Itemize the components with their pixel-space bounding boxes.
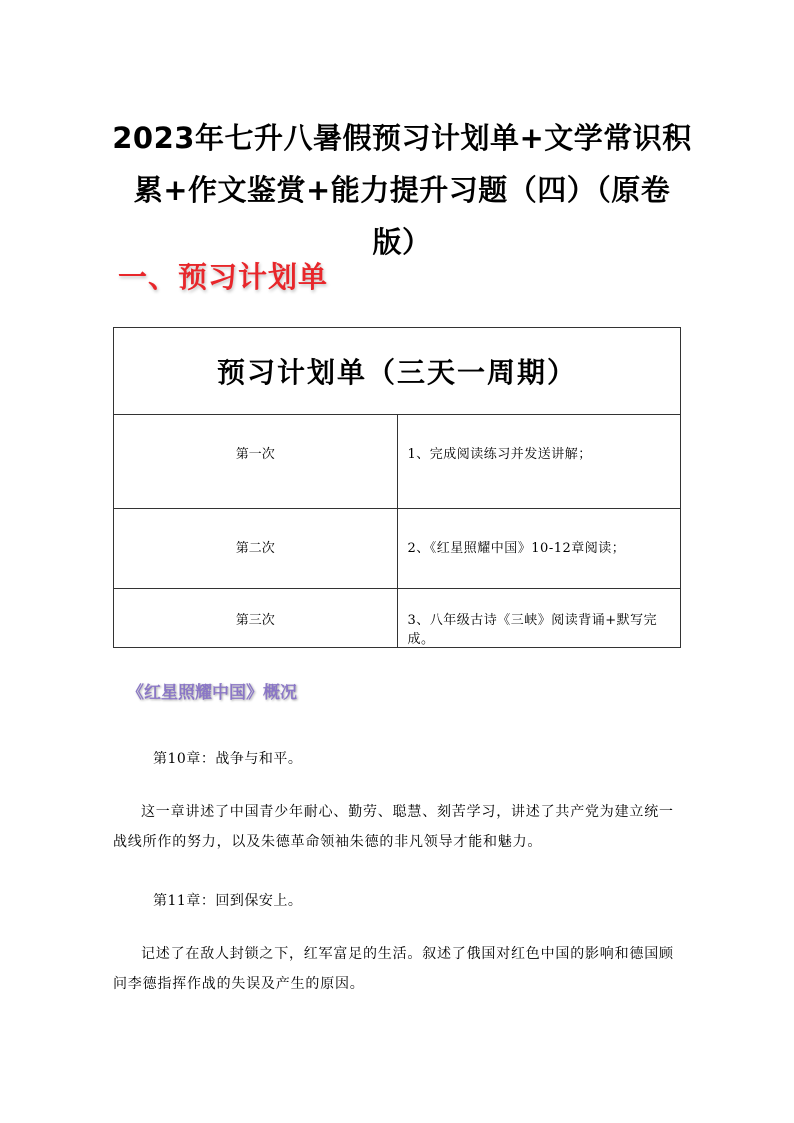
task-cell: 2、《红星照耀中国》10-12章阅读；: [397, 509, 681, 589]
table-row: [114, 509, 681, 589]
section-heading: 一、预习计划单: [118, 260, 329, 294]
day-cell: 第二次: [114, 509, 398, 589]
document-title: 2023年七升八暑假预习计划单+文学常识积累+作文鉴赏+能力提升习题（四）（原卷版）: [112, 121, 692, 259]
task-cell: 1、完成阅读练习并发送讲解；: [397, 415, 681, 509]
chapter-title: 第11章：回到保安上。: [153, 893, 303, 909]
table-row: [114, 415, 681, 509]
table-row: [114, 589, 681, 648]
chapter-summary: 记述了在敌人封锁之下，红军富足的生活。叙述了俄国对红色中国的影响和德国顾问李德指挥作战的失误及产生的原因。: [113, 946, 674, 992]
chapter-summary: 这一章讲述了中国青少年耐心、勤劳、聪慧、刻苦学习，讲述了共产党为建立统一战线所作的努力，以及朱德革命领袖朱德的非凡领导才能和魅力。: [113, 804, 674, 850]
chapter-title: 第10章：战争与和平。: [153, 751, 303, 767]
plan-table-title: 预习计划单（三天一周期）: [114, 328, 681, 415]
overview-heading: 《红星照耀中国》概况: [127, 683, 297, 703]
task-cell: 3、八年级古诗《三峡》阅读背诵+默写完成。: [397, 589, 681, 648]
day-cell: 第一次: [114, 415, 398, 509]
plan-table: [113, 327, 681, 648]
day-cell: 第三次: [114, 589, 398, 648]
